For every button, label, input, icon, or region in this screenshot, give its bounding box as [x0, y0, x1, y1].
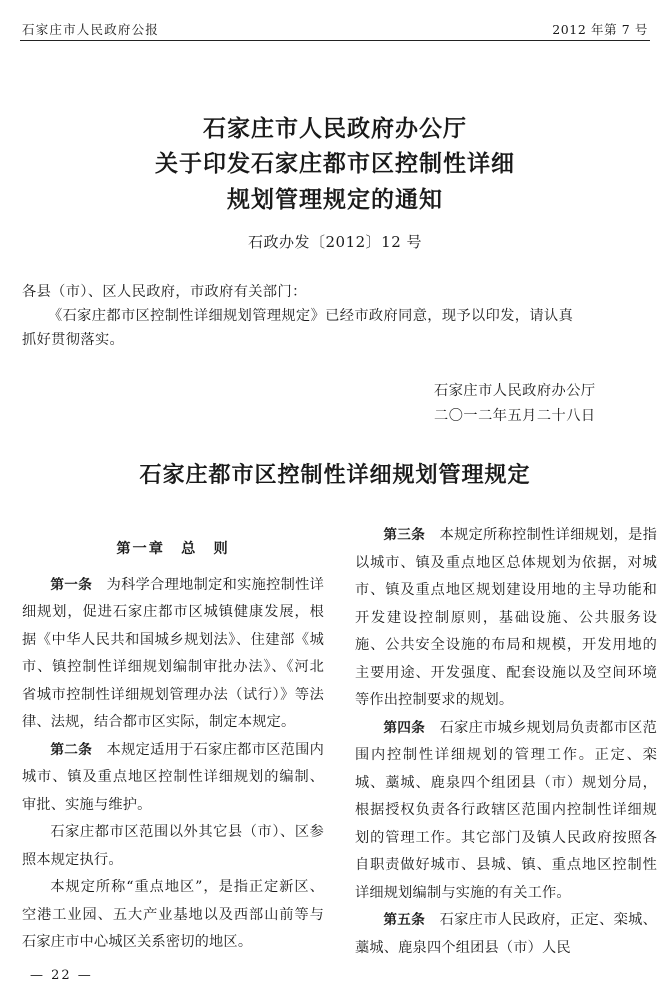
- article-2-text: 本规定适用于石家庄都市区范围内城市、镇及重点地区控制性详细规划的编制、审批、实施与维护。: [22, 741, 324, 813]
- issue-number: 2012 年第 7 号: [552, 22, 648, 37]
- article-2-label: 第二条: [50, 741, 93, 758]
- right-column: [355, 522, 657, 962]
- publication-name: 石家庄市人民政府公报: [22, 22, 160, 37]
- notice-title-line-3: 规划管理规定的通知: [227, 186, 443, 213]
- document-number: 石政办发〔2012〕12 号: [247, 233, 423, 251]
- article-3-text: 本规定所称控制性详细规划，是指以城市、镇及重点地区总体规划为依据，对城市、镇及重点地区规划建设用地的主导功能和开发建设控制原则，基础设施、公共服务设施、公共安全设施的布局和规模，开发用地的主要用途、开发强度、配套设施以及空间环境等作出控制要求的规划。: [355, 527, 657, 708]
- article-5: [355, 907, 657, 962]
- chapter-heading: 第一章 总 则: [116, 541, 230, 557]
- signature-organization: 石家庄市人民政府办公厅: [434, 383, 596, 399]
- article-4: [355, 715, 657, 908]
- article-2: [22, 737, 324, 820]
- page-number: — 22 —: [30, 968, 93, 983]
- header-rule: [20, 40, 650, 41]
- signature-date: 二〇一二年五月二十八日: [434, 408, 596, 424]
- article-2-paragraph-3: 本规定所称“重点地区”，是指正定新区、空港工业园、五大产业基地以及西部山前等与石家庄市中心城区关系密切的地区。: [22, 879, 324, 950]
- notice-title-line-2: 关于印发石家庄都市区控制性详细: [155, 150, 515, 177]
- article-1: [22, 572, 324, 737]
- notice-body-line-1: 《石家庄都市区控制性详细规划管理规定》已经市政府同意，现予以印发，请认真: [48, 308, 574, 324]
- article-4-label: 第四条: [383, 719, 426, 736]
- article-3-label: 第三条: [383, 527, 426, 543]
- notice-title-line-1: 石家庄市人民政府办公厅: [203, 115, 467, 142]
- article-3: [355, 522, 657, 715]
- regulation-title: 石家庄都市区控制性详细规划管理规定: [139, 462, 531, 488]
- addressee: 各县（市）、区人民政府，市政府有关部门：: [22, 284, 307, 300]
- article-4-text: 石家庄市城乡规划局负责都市区范围内控制性详细规划的管理工作。正定、栾城、藁城、鹿泉四个组团县（市）规划分局，根据授权负责各行政辖区范围内控制性详细规划的管理工作。其它部门及镇人民政府按照各自职责做好城市、县城、镇、重点地区控制性详细规划编制与实施的有关工作。: [355, 719, 657, 901]
- article-5-text: 石家庄市人民政府，正定、栾城、藁城、鹿泉四个组团县（市）人民: [355, 912, 657, 956]
- left-column: [22, 526, 324, 957]
- article-1-label: 第一条: [50, 576, 93, 593]
- article-5-label: 第五条: [383, 912, 426, 928]
- article-2-paragraph-2: 石家庄都市区范围以外其它县（市）、区参照本规定执行。: [22, 824, 324, 868]
- article-1-text: 为科学合理地制定和实施控制性详细规划，促进石家庄都市区城镇健康发展，根据《中华人民共和国城乡规划法》、住建部《城市、镇控制性详细规划编制审批办法》、《河北省城市控制性详细规划管理办法（试行）》等法律、法规，结合都市区实际，制定本规定。: [22, 576, 324, 730]
- notice-body-line-2: 抓好贯彻落实。: [22, 332, 125, 348]
